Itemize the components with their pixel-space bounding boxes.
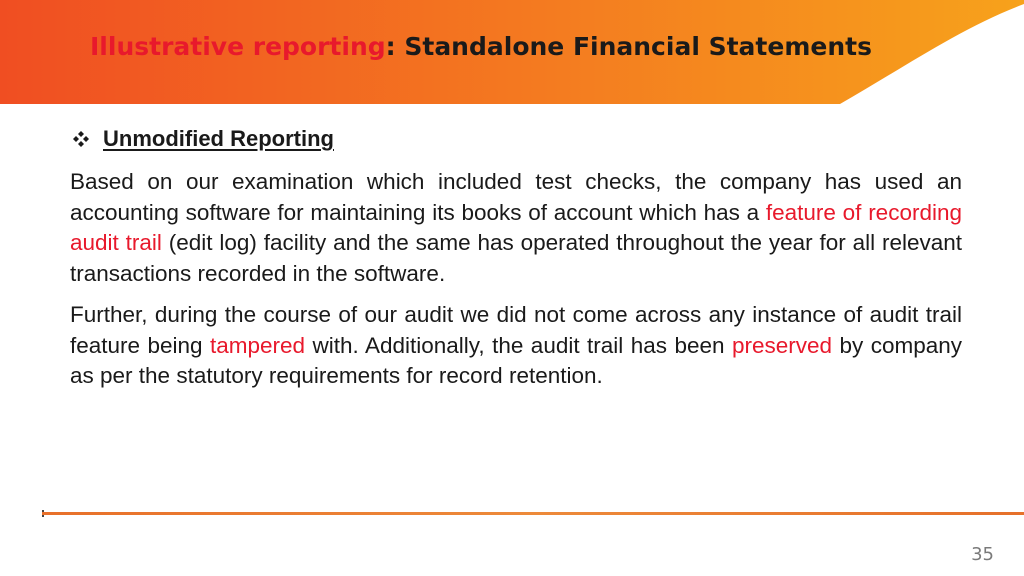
title-rest: : Standalone Financial Statements <box>385 32 872 61</box>
paragraph2-highlight-tampered: tampered <box>210 332 306 358</box>
section-heading: Unmodified Reporting <box>103 126 334 151</box>
paragraph-unmodified-reporting <box>70 167 962 289</box>
paragraph2-text-1: Further, during the course of our audit we did not come across any instance of audit trail feature being <box>70 302 962 358</box>
paragraph2-highlight-preserved: preserved <box>731 332 833 358</box>
section-heading-row <box>72 124 962 154</box>
paragraph-audit-trail <box>70 300 962 392</box>
paragraph2-text-3: by company as per the statutory requirements for record retention. <box>70 332 963 388</box>
paragraph1-text-2: (edit log) facility and the same has operated throughout the year for all relevant transactions recorded in the software. <box>70 230 962 286</box>
footer-rule <box>42 512 1024 515</box>
paragraph1-highlight: feature of recording audit trail <box>70 199 962 255</box>
page-title <box>90 32 872 61</box>
diamond-bullet-icon <box>72 130 90 148</box>
page-number: 35 <box>971 544 994 565</box>
paragraph2-text-2: with. Additionally, the audit trail has been <box>305 332 732 358</box>
header-banner <box>0 0 1024 104</box>
main-content <box>70 124 962 392</box>
title-highlight: Illustrative reporting <box>90 32 386 61</box>
paragraph1-text-1: Based on our examination which included test checks, the company has used an accounting software for maintaining its books of account which has a <box>70 169 962 225</box>
